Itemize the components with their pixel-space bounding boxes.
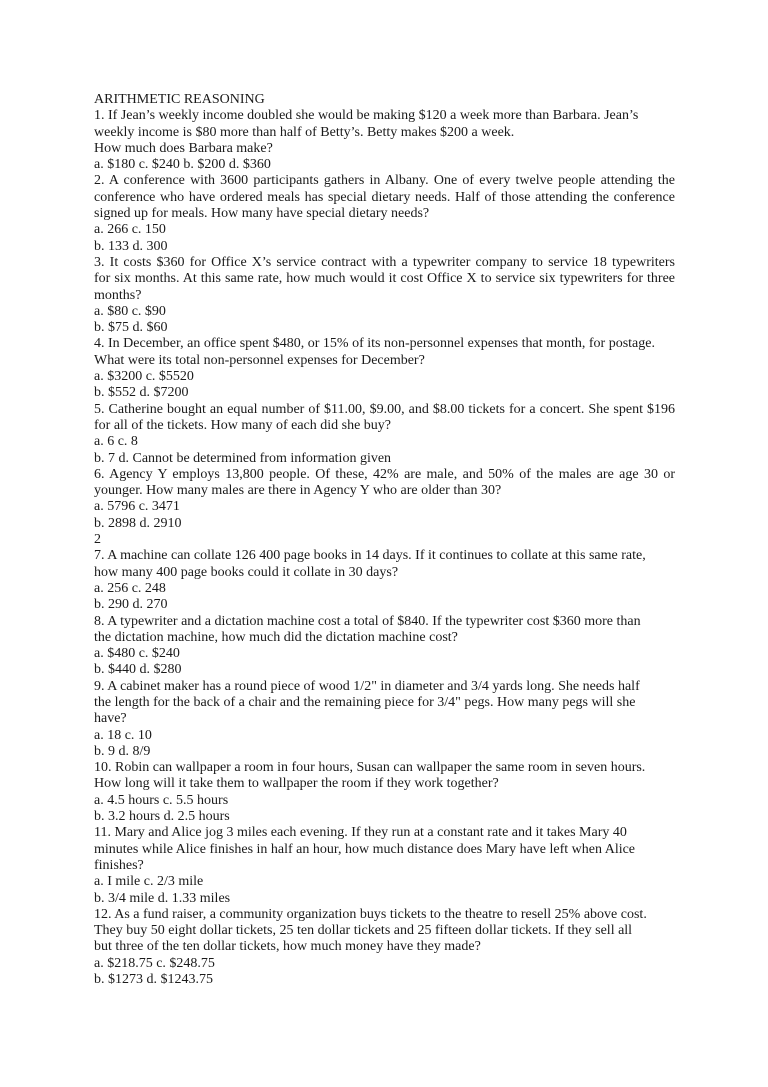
text-line: a. 6 c. 8	[94, 434, 138, 450]
text-line: months?	[94, 287, 142, 303]
text-line: a. $180 c. $240 b. $200 d. $360	[94, 157, 271, 173]
text-line: minutes while Alice finishes in half an hour, how much distance does Mary have left when Alice	[94, 841, 636, 857]
text-line: a. $480 c. $240	[94, 646, 180, 662]
text-line: 11. Mary and Alice jog 3 miles each evening. If they run at a constant rate and it takes Mary 40	[94, 825, 627, 841]
text-line: b. 3/4 mile d. 1.33 miles	[94, 890, 231, 906]
text-line: b. $440 d. $280	[94, 662, 182, 678]
text-line: 10. Robin can wallpaper a room in four hours, Susan can wallpaper the same room in seven hours.	[94, 760, 646, 776]
text-line: b. $1273 d. $1243.75	[94, 972, 213, 988]
text-line: b. 290 d. 270	[94, 597, 168, 613]
text-line: 9. A cabinet maker has a round piece of wood 1/2" in diameter and 3/4 yards long. She needs half	[94, 678, 640, 694]
text-line: finishes?	[94, 857, 144, 873]
text-line: for all of the tickets. How many of each did she buy?	[94, 417, 392, 433]
text-line: b. 2898 d. 2910	[94, 515, 182, 531]
text-line: b. $552 d. $7200	[94, 385, 189, 401]
text-line: a. $80 c. $90	[94, 303, 166, 319]
text-line: They buy 50 eight dollar tickets, 25 ten dollar tickets and 25 fifteen dollar tickets. If they sell all	[94, 923, 633, 939]
text-line: for six months. At this same rate, how much would it cost Office X to service six typewriters for three	[94, 271, 675, 287]
text-line: the dictation machine, how much did the dictation machine cost?	[94, 629, 458, 645]
text-line: 12. As a fund raiser, a community organization buys tickets to the theatre to resell 25% above cost.	[94, 906, 647, 922]
text-line: weekly income is $80 more than half of Betty’s. Betty makes $200 a week.	[94, 124, 515, 140]
document-heading: ARITHMETIC REASONING	[94, 92, 265, 107]
text-line: 3. It costs $360 for Office X’s service contract with a typewriter company to service 18 typewriters	[94, 254, 675, 270]
text-line: 6. Agency Y employs 13,800 people. Of these, 42% are male, and 50% of the males are age 30 or	[94, 466, 675, 482]
text-line: how many 400 page books could it collate in 30 days?	[94, 564, 399, 580]
text-line: b. 7 d. Cannot be determined from information given	[94, 450, 392, 466]
text-line: a. 266 c. 150	[94, 222, 166, 238]
text-line: signed up for meals. How many have special dietary needs?	[94, 206, 430, 222]
text-line: the length for the back of a chair and the remaining piece for 3/4" pegs. How many pegs will she	[94, 694, 636, 710]
text-line: a. 256 c. 248	[94, 580, 166, 596]
text-line: a. $3200 c. $5520	[94, 369, 194, 385]
text-line: 8. A typewriter and a dictation machine cost a total of $840. If the typewriter cost $360 more than	[94, 613, 641, 629]
text-line: a. 18 c. 10	[94, 727, 152, 743]
text-line: but three of the ten dollar tickets, how much money have they made?	[94, 939, 481, 955]
text-line: a. I mile c. 2/3 mile	[94, 874, 204, 890]
text-line: 4. In December, an office spent $480, or 15% of its non-personnel expenses that month, for postage.	[94, 336, 655, 352]
text-line: 7. A machine can collate 126 400 page books in 14 days. If it continues to collate at this same rate,	[94, 548, 646, 564]
text-line: What were its total non-personnel expenses for December?	[94, 352, 425, 368]
text-line: 5. Catherine bought an equal number of $11.00, $9.00, and $8.00 tickets for a concert. She spent $196	[94, 401, 675, 417]
text-line: How much does Barbara make?	[94, 140, 273, 156]
document-body	[94, 92, 675, 988]
text-line: younger. How many males are there in Agency Y who are older than 30?	[94, 483, 502, 499]
text-line: 1. If Jean’s weekly income doubled she would be making $120 a week more than Barbara. Jean’s	[94, 108, 639, 124]
text-line: 2	[94, 532, 101, 548]
text-line: have?	[94, 711, 127, 727]
text-line: b. 3.2 hours d. 2.5 hours	[94, 809, 230, 825]
text-line: b. 133 d. 300	[94, 238, 168, 254]
text-line: b. 9 d. 8/9	[94, 743, 151, 759]
text-line: conference who have ordered meals has special dietary needs. Half of those attending the conference	[94, 189, 675, 205]
text-line: b. $75 d. $60	[94, 320, 168, 336]
text-line: a. 5796 c. 3471	[94, 499, 180, 515]
text-line: 2. A conference with 3600 participants gathers in Albany. One of every twelve people attending the	[94, 173, 675, 189]
text-line: a. $218.75 c. $248.75	[94, 955, 215, 971]
text-line: How long will it take them to wallpaper the room if they work together?	[94, 776, 499, 792]
text-line: a. 4.5 hours c. 5.5 hours	[94, 792, 229, 808]
